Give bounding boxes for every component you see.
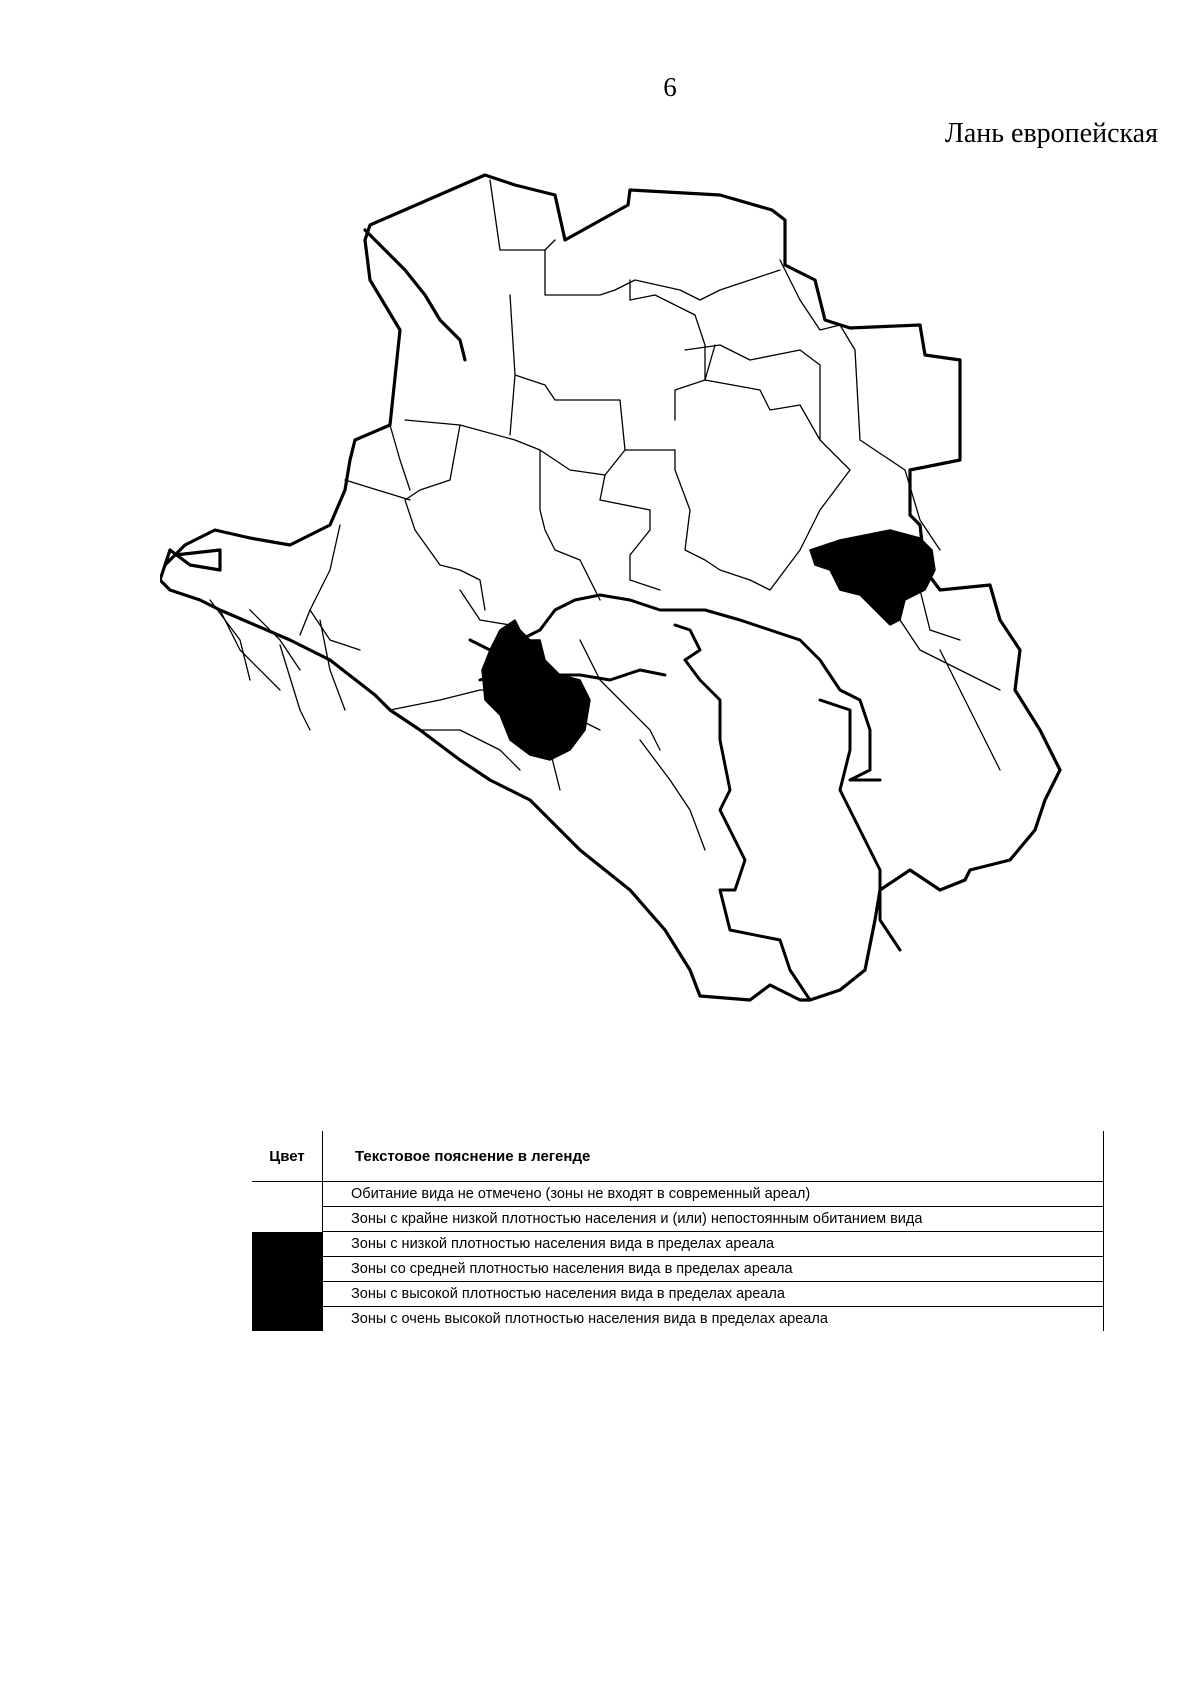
legend-right-border	[1103, 1131, 1104, 1331]
legend-row	[252, 1307, 1104, 1332]
legend-swatch	[252, 1307, 323, 1332]
legend-swatch	[252, 1282, 323, 1307]
legend-table	[252, 1131, 1104, 1331]
legend-label: Зоны с очень высокой плотностью населения вида в пределах ареала	[351, 1311, 828, 1327]
map-svg	[160, 170, 1070, 1040]
legend-row	[252, 1257, 1104, 1282]
district-boundaries	[210, 180, 1000, 850]
legend-swatch	[252, 1207, 323, 1232]
legend-row	[252, 1207, 1104, 1232]
legend-label: Зоны с крайне низкой плотностью населения и (или) непостоянным обитанием вида	[323, 1207, 1105, 1232]
legend-label: Зоны с низкой плотностью населения вида в пределах ареала	[323, 1232, 1105, 1257]
legend-row	[252, 1282, 1104, 1307]
legend-swatch	[252, 1232, 323, 1257]
legend	[252, 1131, 1104, 1331]
zone-east	[810, 530, 935, 625]
legend-label: Обитание вида не отмечено (зоны не входят в современный ареал)	[323, 1182, 1105, 1207]
zone-west-central	[482, 620, 590, 760]
legend-header-color: Цвет	[252, 1131, 323, 1182]
legend-swatch	[252, 1182, 323, 1207]
legend-header-text: Текстовое пояснение в легенде	[323, 1131, 1105, 1182]
page-number: 6	[663, 72, 677, 102]
legend-row	[252, 1182, 1104, 1207]
legend-row	[252, 1232, 1104, 1257]
legend-label: Зоны с высокой плотностью населения вида в пределах ареала	[323, 1282, 1105, 1307]
species-title: Лань европейская	[944, 118, 1158, 149]
region-map	[160, 170, 1070, 1040]
legend-swatch	[252, 1257, 323, 1282]
legend-label: Зоны со средней плотностью населения вида в пределах ареала	[323, 1257, 1105, 1282]
